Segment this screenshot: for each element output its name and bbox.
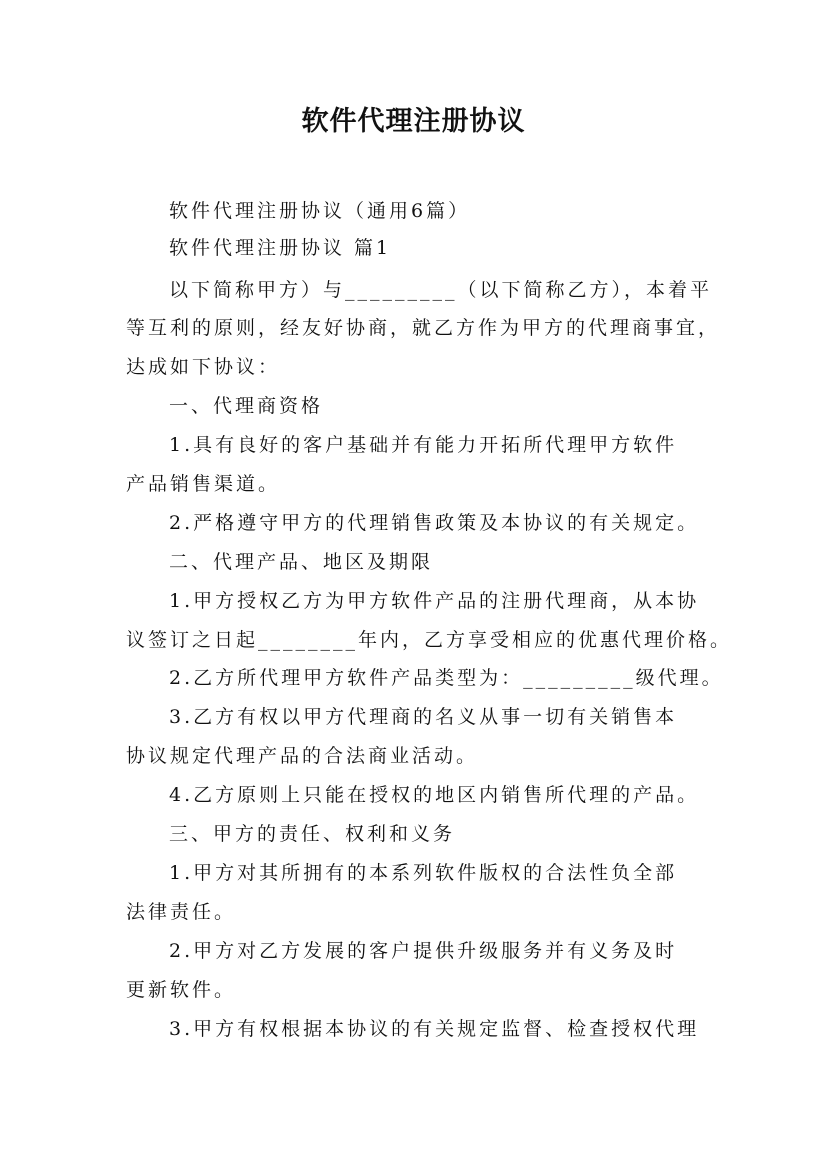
paragraph-line: 2.乙方所代理甲方软件产品类型为：_________级代理。: [169, 667, 724, 689]
paragraph-line: 议签订之日起________年内，乙方享受相应的优惠代理价格。: [126, 629, 733, 651]
paragraph-line: 法律责任。: [126, 901, 237, 923]
paragraph-line: 1.甲方对其所拥有的本系列软件版权的合法性负全部: [169, 862, 678, 884]
section-heading: 三、甲方的责任、权利和义务: [169, 823, 456, 845]
paragraph-line: 1.具有良好的客户基础并有能力开拓所代理甲方软件: [169, 434, 678, 456]
paragraph-line: 1.甲方授权乙方为甲方软件产品的注册代理商，从本协: [169, 590, 700, 612]
paragraph-line: 3.甲方有权根据本协议的有关规定监督、检查授权代理: [169, 1018, 700, 1040]
subtitle: 软件代理注册协议（通用6篇）: [169, 200, 471, 222]
document-title: 软件代理注册协议: [301, 106, 526, 137]
paragraph-line: 以下简称甲方）与_________（以下简称乙方），本着平: [169, 279, 713, 301]
section-heading: 一、代理商资格: [169, 395, 324, 417]
paragraph-line: 更新软件。: [126, 979, 237, 1001]
paragraph-line: 2.甲方对乙方发展的客户提供升级服务并有义务及时: [169, 940, 678, 962]
paragraph-line: 协议规定代理产品的合法商业活动。: [126, 745, 479, 767]
paragraph-line: 产品销售渠道。: [126, 473, 281, 495]
paragraph-line: 等互利的原则，经友好协商，就乙方作为甲方的代理商事宜，: [126, 317, 721, 339]
section-heading: 软件代理注册协议 篇1: [169, 237, 392, 259]
paragraph-line: 3.乙方有权以甲方代理商的名义从事一切有关销售本: [169, 706, 678, 728]
paragraph-line: 4.乙方原则上只能在授权的地区内销售所代理的产品。: [169, 784, 700, 806]
paragraph-line: 达成如下协议：: [126, 356, 281, 378]
section-heading: 二、代理产品、地区及期限: [169, 551, 434, 573]
paragraph-line: 2.严格遵守甲方的代理销售政策及本协议的有关规定。: [169, 512, 700, 534]
